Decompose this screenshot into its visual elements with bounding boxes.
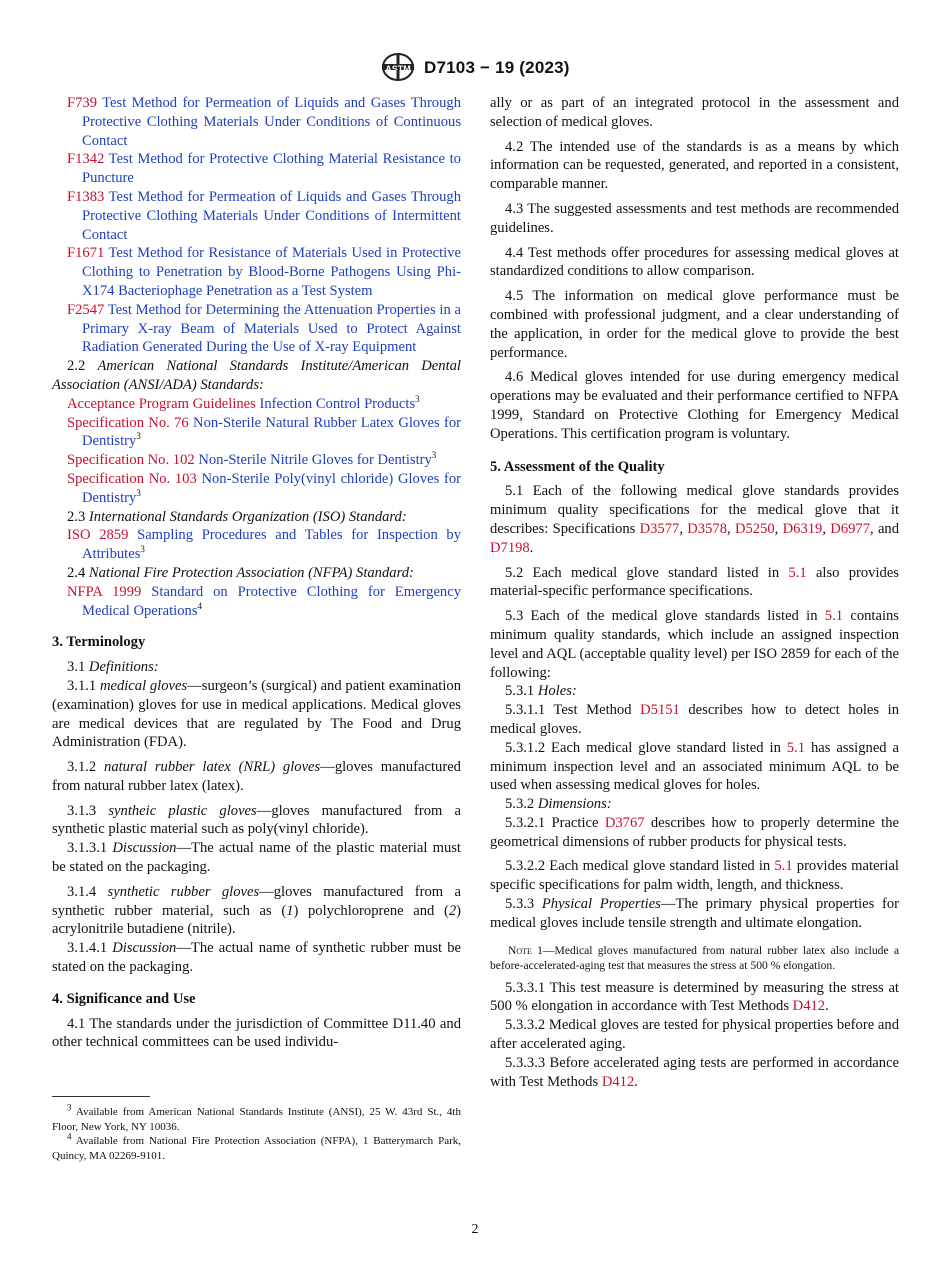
document-designation: D7103 − 19 (2023): [424, 58, 570, 77]
para-text: —The actual name of the plastic material must be stated on the packaging.: [52, 840, 461, 876]
para-text: 5.3.1.2 Each medical glove standard listed in: [505, 739, 787, 756]
para-term: Dimensions:: [537, 796, 612, 813]
reference-code-link[interactable]: Acceptance Program Guidelines: [67, 395, 256, 412]
paragraph-3-1-3-1: [52, 839, 461, 877]
subsection-title: International Standards Organization (ISO) Standard:: [88, 508, 407, 525]
reference-title-link[interactable]: Test Method for Determining the Attenuation Properties in a Primary X-ray Beam of Materials Used to Protect Against Radiation Generated During the Use of X-ray Equipment: [82, 301, 461, 356]
reference-ada-76: [52, 414, 461, 452]
paragraph-5-3-1: [490, 682, 899, 701]
link-d6977[interactable]: D6977: [830, 520, 871, 537]
para-text: —gloves manufactured from a synthetic rubber material, such as (: [52, 883, 461, 919]
paragraph-5-3: [490, 607, 899, 682]
paragraph-5-2: [490, 564, 899, 602]
reference-title-link[interactable]: Sampling Procedures and Tables for Inspection by Attributes: [82, 527, 462, 563]
reference-code-link[interactable]: ISO 2859: [67, 527, 129, 544]
para-text: ) polychloroprene and (: [293, 902, 449, 919]
paragraph-5-1: 5.1 Each of the following medical glove standards provides minimum quality specifications for the medical glove that it describes: Specifications D3577, D3578, D5250, D6319, D6977, and D7198.: [490, 483, 900, 556]
para-number: 5.3.3: [505, 896, 535, 913]
reference-code-link[interactable]: Specification No. 103: [67, 470, 197, 487]
subsection-number: 2.2: [67, 358, 86, 375]
subsection-2-2: [52, 357, 461, 395]
link-section-5-1[interactable]: 5.1: [774, 858, 793, 875]
reference-f2547: [52, 301, 461, 357]
footnote-text: Available from American National Standards Institute (ANSI), 25 W. 43rd St., 4th Floor, New York, NY 10036.: [52, 1106, 461, 1133]
para-number: 5.3.1: [505, 683, 535, 700]
link-d3577[interactable]: D3577: [639, 520, 680, 537]
footnotes: [52, 1102, 461, 1163]
para-term: syntheic plastic gloves: [108, 802, 257, 819]
subsection-2-3: [52, 508, 461, 527]
subsection-number: 2.4: [67, 564, 86, 581]
footnote-mark: 3: [67, 1102, 72, 1113]
para-text: and: [877, 520, 900, 537]
link-section-5-1[interactable]: 5.1: [824, 608, 844, 625]
reference-title-link[interactable]: Standard on Protective Clothing for Emergency Medical Operations: [82, 583, 461, 619]
para-text: describes how to properly determine the geometrical dimensions of rubber products for physical tests.: [490, 814, 899, 850]
paragraph-5-3-3-1: 5.3.3.1 This test measure is determined by measuring the stress at 500 % elongation in accordance with Test Methods D412.: [490, 979, 899, 1015]
reference-code-link[interactable]: F1342: [67, 151, 105, 168]
paragraph-4-1: 4.1 The standards under the jurisdiction of Committee D11.40 and other technical committees can be used individu-: [52, 1015, 461, 1051]
note-1: [490, 943, 899, 973]
paragraph-4-3: 4.3 The suggested assessments and test methods are recommended guidelines.: [490, 200, 899, 236]
footnote-mark: 4: [67, 1131, 72, 1142]
para-term: synthetic rubber gloves: [107, 883, 260, 900]
paragraph-3-1-2: [52, 758, 461, 796]
subsection-number: 2.3: [67, 508, 86, 525]
reference-code-link[interactable]: F739: [67, 95, 98, 111]
paragraph-4-5: 4.5 The information on medical glove performance must be combined with professional judgment, and a clear understanding of the application, in order for the medical glove to provide the best performance.: [490, 288, 899, 361]
reference-ada-guidelines: [52, 395, 461, 414]
reference-f1383: [52, 188, 461, 244]
paragraph-4-1-continued: ally or as part of an integrated protocol in the assessment and selection of medical gloves.: [490, 95, 899, 130]
paragraph-5-3-3-3: 5.3.3.3 Before accelerated aging tests are performed in accordance with Test Methods D412.: [490, 1054, 899, 1090]
footnote-4: [52, 1131, 461, 1163]
para-text: 5.3.3.1 This test measure is determined by measuring the stress at 500 % elongation in accordance with Test Methods: [490, 979, 899, 1015]
reference-f1342: [52, 150, 461, 188]
para-text: ) acrylonitrile butadiene (nitrile).: [52, 902, 461, 938]
para-term: Definitions:: [88, 659, 159, 676]
paragraph-3-1: [52, 658, 461, 677]
link-d412[interactable]: D412: [792, 998, 826, 1015]
reference-code-link[interactable]: Specification No. 102: [67, 452, 195, 469]
link-d5151[interactable]: D5151: [640, 702, 680, 719]
para-text: provides material specific specifications for palm width, length, and thickness.: [490, 858, 899, 894]
page-number: 2: [471, 1222, 479, 1237]
footnote-marker: 3: [136, 431, 141, 442]
footnote-3: [52, 1102, 461, 1134]
para-text: —gloves manufactured from natural rubber latex (latex).: [52, 759, 461, 794]
para-text: —The primary physical properties for medical gloves include tensile strength and ultimate elongation.: [490, 896, 900, 931]
reference-title-link[interactable]: Non-Sterile Poly(vinyl chloride) Gloves for Dentistry: [82, 470, 461, 506]
reference-title-link[interactable]: Infection Control Products: [259, 395, 416, 412]
paragraph-4-4: 4.4 Test methods offer procedures for assessing medical gloves at standardized conditions to allow comparison.: [490, 244, 899, 280]
reference-title-link[interactable]: Non-Sterile Nitrile Gloves for Dentistry: [198, 452, 432, 469]
para-number: 5.3.2: [505, 796, 535, 813]
reference-ada-102: [52, 451, 461, 470]
paragraph-3-1-1: [52, 677, 461, 752]
para-enum: 2: [448, 902, 457, 919]
footnote-marker: 3: [431, 450, 437, 461]
reference-code-link[interactable]: F1383: [67, 188, 105, 205]
footnote-marker: 4: [197, 600, 202, 611]
section-heading-significance: 4. Significance and Use: [52, 990, 196, 1007]
paragraph-4-6: 4.6 Medical gloves intended for use during emergency medical operations may be evaluated and their performance certified to NFPA 1999, Standard on Protective Clothing for Emergency Medical Operations. This certification program is voluntary.: [490, 369, 899, 442]
para-term: Physical Properties: [541, 896, 661, 913]
link-d3767[interactable]: D3767: [604, 814, 645, 831]
para-text: also provides material-specific performance specifications.: [490, 564, 899, 600]
para-text: 5.3.1.1 Test Method: [505, 702, 641, 719]
paragraph-5-3-2-2: [490, 857, 899, 895]
link-d6319[interactable]: D6319: [782, 520, 823, 537]
left-column: [52, 94, 461, 1052]
para-number: 3.1: [67, 659, 86, 676]
para-number: 3.1.4: [67, 883, 97, 900]
reference-title-link[interactable]: Test Method for Permeation of Liquids and Gases Through Protective Clothing Materials Under Conditions of Intermittent Contact: [82, 188, 461, 243]
para-text: —surgeon’s (surgical) and patient examination (examination) gloves for use in medical applications. Medical gloves are medical devices that are regulated by The Food and Drug Administration (FDA).: [52, 677, 461, 751]
paragraph-4-2: 4.2 The intended use of the standards is as a means by which information can be requested, generated, and reported in a consistent, comparable manner.: [490, 138, 899, 193]
para-number: 3.1.2: [67, 759, 97, 776]
reference-code-link[interactable]: NFPA 1999: [67, 583, 142, 600]
note-text: —Medical gloves manufactured from natural rubber latex also include a before-accelerated-aging test that measures the stress at 500 % elongation.: [490, 943, 899, 972]
paragraph-5-3-3: [490, 895, 899, 933]
reference-code-link[interactable]: F1671: [67, 245, 105, 262]
para-text: 5.1 Each of the following medical glove standards provides minimum quality specifications for the medical glove that it describes: Specifications: [490, 483, 899, 537]
footnote-marker: 3: [140, 544, 145, 555]
para-text: describes how to detect holes in medical gloves.: [490, 702, 899, 737]
paragraph-3-1-3: [52, 802, 461, 840]
paragraph-3-1-4: [52, 883, 461, 939]
para-term: natural rubber latex (NRL) gloves: [104, 759, 321, 776]
reference-title-link[interactable]: Test Method for Permeation of Liquids and Gases Through Protective Clothing Materials Under Conditions of Continuous Contact: [82, 95, 461, 149]
para-text: —gloves manufactured from a synthetic plastic material such as poly(vinyl chloride).: [52, 802, 461, 838]
para-text: 5.3.2.2 Each medical glove standard listed in: [505, 858, 775, 875]
reference-f1671: [52, 244, 461, 300]
subsection-title: National Fire Protection Association (NFPA) Standard:: [88, 564, 414, 581]
paragraph-3-1-4-1: [52, 939, 461, 977]
paragraph-5-3-1-2: [490, 739, 899, 795]
astm-logo-icon: [380, 52, 416, 82]
para-term: Discussion: [112, 940, 177, 957]
link-section-5-1[interactable]: 5.1: [788, 564, 807, 581]
para-text: 5.3.2.1 Practice: [505, 814, 605, 831]
paragraph-5-3-2: [490, 795, 899, 814]
reference-ada-103: [52, 470, 461, 508]
reference-title-link[interactable]: Test Method for Protective Clothing Material Resistance to Puncture: [82, 151, 461, 187]
para-number: 3.1.1: [67, 677, 97, 694]
reference-title-link[interactable]: Non-Sterile Natural Rubber Latex Gloves for Dentistry: [82, 414, 461, 450]
reference-iso-2859: [52, 526, 461, 564]
para-text: has assigned a minimum inspection level and an associated minimum AQL to be used when assessing medical gloves for holes.: [490, 739, 900, 794]
reference-title-link[interactable]: Test Method for Resistance of Materials Used in Protective Clothing to Penetration by Blood-Borne Pathogens Using Phi-X174 Bacteriophage Penetration as a Test System: [82, 245, 461, 299]
para-text: —The actual name of synthetic rubber must be stated on the packaging.: [52, 940, 461, 976]
reference-code-link[interactable]: Specification No. 76: [67, 414, 189, 431]
right-column: [490, 94, 899, 1091]
footnote-marker: 3: [136, 487, 141, 498]
link-d412[interactable]: D412: [601, 1073, 635, 1090]
para-enum: 1: [286, 902, 294, 919]
para-text: contains minimum quality standards, which include an assigned inspection level and AQL (acceptable quality level) per ISO 2859 for each of the following:: [490, 608, 899, 681]
footnote-marker: 3: [415, 393, 420, 404]
note-label: Note 1: [508, 943, 543, 957]
link-section-5-1[interactable]: 5.1: [786, 739, 806, 756]
paragraph-5-3-2-1: [490, 814, 899, 852]
link-d7198[interactable]: D7198: [490, 539, 530, 556]
paragraph-5-3-3-2: 5.3.3.2 Medical gloves are tested for physical properties before and after accelerated aging.: [490, 1017, 899, 1053]
footnote-divider: [52, 1096, 150, 1097]
footnote-text: Available from National Fire Protection Association (NFPA), 1 Batterymarch Park, Quincy, MA 02269-9101.: [52, 1135, 461, 1162]
link-d3578[interactable]: D3578: [687, 520, 727, 537]
para-term: Holes:: [537, 683, 577, 700]
reference-code-link[interactable]: F2547: [67, 301, 105, 318]
logo-text: ASTM: [385, 64, 411, 74]
reference-f739: [52, 94, 461, 150]
reference-nfpa-1999: [52, 583, 461, 621]
para-text: 5.3.3.3 Before accelerated aging tests are performed in accordance with Test Methods: [490, 1054, 899, 1090]
para-number: 3.1.3: [67, 802, 97, 819]
para-term: Discussion: [112, 840, 177, 857]
para-number: 3.1.4.1: [67, 940, 108, 957]
para-text: 5.2 Each medical glove standard listed in: [505, 564, 789, 581]
para-text: 5.3 Each of the medical glove standards listed in: [505, 608, 825, 625]
para-number: 3.1.3.1: [67, 840, 108, 857]
paragraph-5-3-1-1: [490, 701, 899, 739]
subsection-2-4: [52, 564, 461, 583]
section-heading-assessment: 5. Assessment of the Quality: [490, 458, 665, 475]
link-d5250[interactable]: D5250: [734, 520, 775, 537]
para-term: medical gloves: [99, 677, 188, 694]
subsection-title: American National Standards Institute/American Dental Association (ANSI/ADA) Standards:: [52, 358, 461, 393]
section-heading-terminology: 3. Terminology: [52, 634, 146, 651]
